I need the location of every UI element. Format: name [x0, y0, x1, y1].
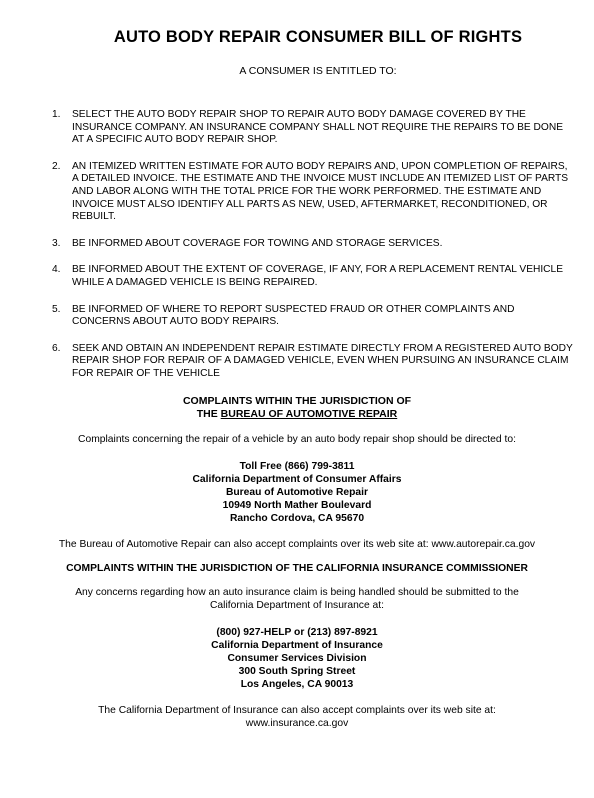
list-item [52, 161, 574, 224]
list-item-number: 5. [52, 303, 61, 315]
list-item [52, 264, 574, 289]
intro-text: A CONSUMER IS ENTITLED TO: [239, 65, 397, 77]
list-item [52, 304, 574, 329]
insurance-web-note-line1: The California Department of Insurance can also accept complaints over its web site at: [98, 704, 496, 716]
bar-address-block [20, 460, 574, 526]
insurance-section [20, 563, 574, 730]
insurance-address-line: Los Angeles, CA 90013 [240, 679, 354, 691]
insurance-phone: (800) 927-HELP or (213) 897-8921 [216, 626, 378, 638]
bar-section-heading [20, 395, 574, 421]
bar-phone: Toll Free (866) 799-3811 [239, 460, 355, 472]
list-item-number: 1. [52, 109, 61, 120]
rights-list [52, 109, 574, 381]
insurance-address-line: 300 South Spring Street [238, 666, 356, 678]
bar-address-line: 10949 North Mather Boulevard [222, 500, 372, 512]
list-item-text: BE INFORMED ABOUT THE EXTENT OF COVERAGE, IF ANY, FOR A REPLACEMENT RENTAL VEHICLE WHILE A DAMAGED VEHICLE IS BEING REPAIRED. [72, 264, 563, 288]
list-item-text: SEEK AND OBTAIN AN INDEPENDENT REPAIR ESTIMATE DIRECTLY FROM A REGISTERED AUTO BODY REPAIR SHOP FOR REPAIR OF A DAMAGED VEHICLE, EVEN WHEN PURSUING AN INSURANCE CLAIM FOR REPAIR OF THE VEHICLE [72, 342, 573, 379]
insurance-web-note [20, 704, 574, 730]
list-item-text: BE INFORMED ABOUT COVERAGE FOR TOWING AND STORAGE SERVICES. [72, 237, 443, 249]
bar-address-line: Rancho Cordova, CA 95670 [229, 513, 365, 525]
list-item-number: 4. [52, 264, 61, 276]
bar-heading-underlined: BUREAU OF AUTOMOTIVE REPAIR [220, 407, 398, 420]
list-item-text: BE INFORMED OF WHERE TO REPORT SUSPECTED FRAUD OR OTHER COMPLAINTS AND CONCERNS ABOUT AUTO BODY REPAIRS. [72, 303, 515, 328]
bar-heading-prefix: THE [196, 407, 221, 420]
insurance-directive-line1: Any concerns regarding how an auto insurance claim is being handled should be submitted to the [75, 586, 519, 598]
list-item-number: 2. [52, 160, 61, 172]
bar-heading-line1: COMPLAINTS WITHIN THE JURISDICTION OF [182, 394, 412, 407]
bar-heading-line2 [20, 408, 574, 421]
list-item [52, 238, 574, 251]
bar-address-line: Bureau of Automotive Repair [225, 486, 369, 498]
list-item-number: 6. [52, 342, 61, 354]
bar-web-note: The Bureau of Automotive Repair can also accept complaints over its web site at: www.autorepair.ca.gov [58, 538, 536, 550]
list-item [52, 109, 574, 147]
list-item [52, 343, 574, 381]
insurance-address-line: Consumer Services Division [227, 652, 367, 664]
list-item-text: AN ITEMIZED WRITTEN ESTIMATE FOR AUTO BODY REPAIRS AND, UPON COMPLETION OF REPAIRS, A DETAILED INVOICE. THE ESTIMATE AND THE INVOICE MUST INCLUDE AN ITEMIZED LIST OF PARTS AND LABOR ALONG WITH THE TOTAL PRICE FOR THE WORK PERFORMED. THE ESTIMATE AND INVOICE MUST ALSO IDENTIFY ALL PARTS AS NEW, USED, AFTERMARKET, RECONDITIONED, OR REBUILT. [72, 160, 569, 223]
list-item-number: 3. [52, 237, 61, 249]
insurance-address-block [20, 626, 574, 692]
list-item-text: SELECT THE AUTO BODY REPAIR SHOP TO REPAIR AUTO BODY DAMAGE COVERED BY THE INSURANCE COMPANY. AN INSURANCE COMPANY SHALL NOT REQUIRE THE REPAIRS TO BE DONE AT A SPECIFIC AUTO BODY REPAIR SHOP. [72, 109, 563, 146]
insurance-web-note-line2: www.insurance.ca.gov [245, 717, 349, 729]
insurance-section-heading: COMPLAINTS WITHIN THE JURISDICTION OF THE CALIFORNIA INSURANCE COMMISSIONER [66, 562, 528, 574]
insurance-directive-line2: California Department of Insurance at: [210, 599, 384, 611]
bar-directive: Complaints concerning the repair of a vehicle by an auto body repair shop should be directed to: [78, 433, 516, 445]
bar-address-line: California Department of Consumer Affairs [192, 473, 402, 485]
insurance-address-line: California Department of Insurance [211, 639, 383, 651]
insurance-directive [20, 586, 574, 612]
bar-section [20, 395, 574, 551]
document-title: AUTO BODY REPAIR CONSUMER BILL OF RIGHTS [113, 28, 523, 46]
